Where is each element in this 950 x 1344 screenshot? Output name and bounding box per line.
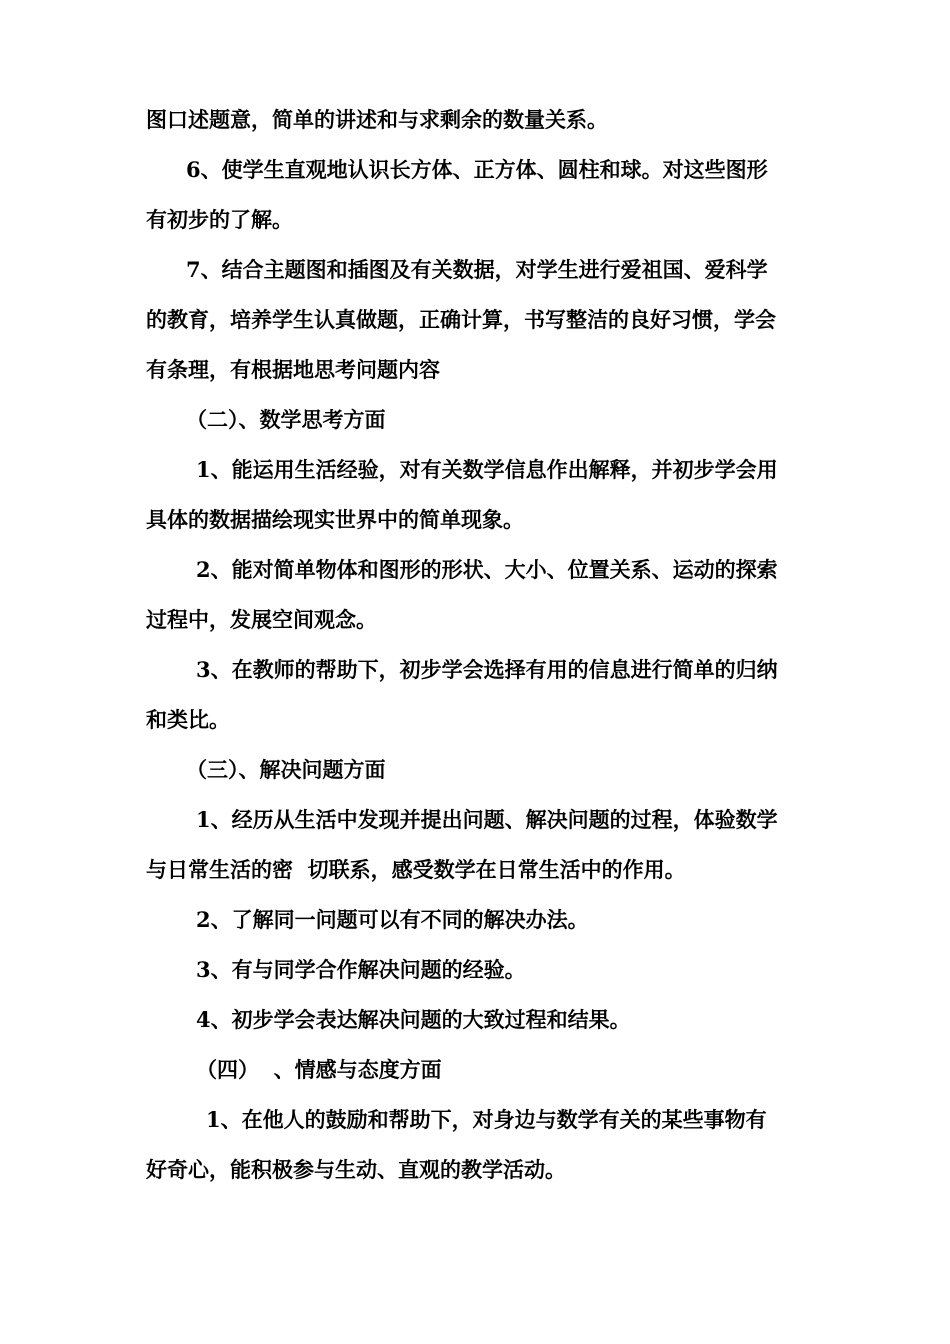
text-line: 3、有与同学合作解决问题的经验。 <box>196 957 526 982</box>
text-line: 1、经历从生活中发现并提出问题、解决问题的过程，体验数学 <box>196 807 778 832</box>
text-line: 过程中，发展空间观念。 <box>146 607 377 632</box>
text-line: 好奇心，能积极参与生动、直观的教学活动。 <box>146 1157 566 1182</box>
text-line: 有条理，有根据地思考问题内容 <box>146 357 440 382</box>
text-line: 和类比。 <box>146 707 230 732</box>
text-line: 2、能对简单物体和图形的形状、大小、位置关系、运动的探索 <box>196 557 778 582</box>
text-line: 1、能运用生活经验，对有关数学信息作出解释，并初步学会用 <box>196 457 778 482</box>
text-line: 具体的数据描绘现实世界中的简单现象。 <box>146 507 524 532</box>
text-line: 有初步的了解。 <box>146 207 293 232</box>
text-line: 图口述题意，简单的讲述和与求剩余的数量关系。 <box>146 107 608 132</box>
text-line: 4、初步学会表达解决问题的大致过程和结果。 <box>196 1007 631 1032</box>
section-heading: （二）、数学思考方面 <box>186 407 386 432</box>
text-line: 2、了解同一问题可以有不同的解决办法。 <box>196 907 589 932</box>
text-line: 6、使学生直观地认识长方体、正方体、圆柱和球。对这些图形 <box>186 157 768 182</box>
text-line: 与日常生活的密 切联系，感受数学在日常生活中的作用。 <box>146 857 686 882</box>
section-heading: （四） 、情感与态度方面 <box>196 1057 442 1082</box>
text-line: 7、结合主题图和插图及有关数据，对学生进行爱祖国、爱科学 <box>186 257 768 282</box>
text-line: 的教育，培养学生认真做题，正确计算，书写整洁的良好习惯，学会 <box>146 307 776 332</box>
text-line: 3、在教师的帮助下，初步学会选择有用的信息进行简单的归纳 <box>196 657 778 682</box>
text-line: 1、在他人的鼓励和帮助下，对身边与数学有关的某些事物有 <box>206 1107 767 1132</box>
section-heading: （三）、解决问题方面 <box>186 757 386 782</box>
